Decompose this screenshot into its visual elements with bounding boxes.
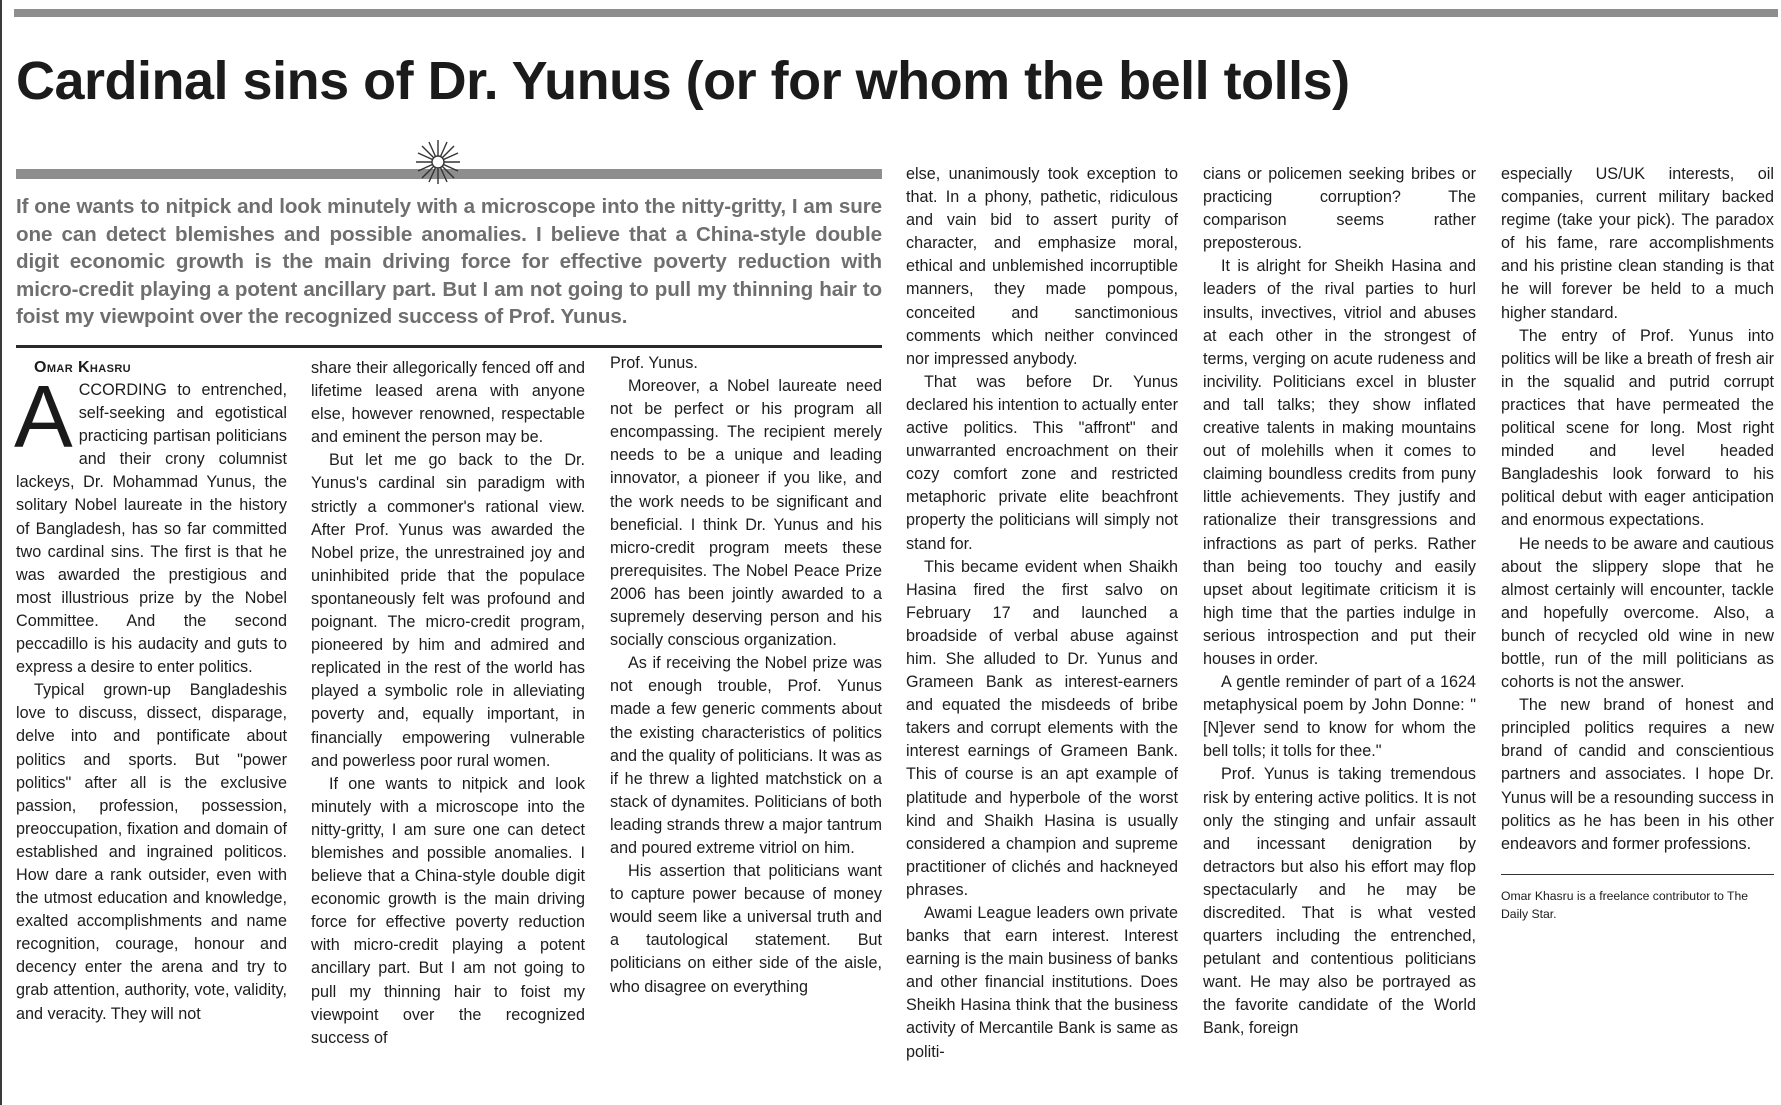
paragraph: If one wants to nitpick and look minutely with a microscope into the nitty-gritty, I am sure one can detect blemishes and possible anomalies. I believe that a China-style double digit economic growth is the main driving force for effective poverty reduction with micro-credit playing a potent ancillary part. But I am not going to pull my thinning hair to foist my viewpoint over the recognized success of [311, 774, 585, 1047]
top-gray-bar [14, 9, 1778, 17]
paragraph: Moreover, a Nobel laureate need not be perfect or his program all encompassing. The recipient merely needs to be a unique and leading innovator, a pioneer if you like, and the work needs to be significant and beneficial. I think Dr. Yunus and his micro-credit program meets these prerequisites. The Nobel Peace Prize 2006 has been jointly awarded to a supremely deserving person and his socially conscious organization. [610, 377, 882, 650]
author-bio: Omar Khasru is a freelance contributor to The Daily Star. [1501, 888, 1749, 921]
paragraph: Typical grown-up Bangladeshis love to discuss, dissect, disparage, delve into and pontificate about politics and sports. But "power politics" after all is the exclusive passion, profession, possession, preoccupation, fixation and domain of established and ingrained politicos. How dare a rank outsider, even with the utmost education and knowledge, exalted accomplishments and name recognition, courage, honour and decency enter the arena and try to grab attention, authority, vote, validity, and veracity. They will not [16, 681, 287, 1023]
intro-pull-quote: If one wants to nitpick and look minutely with a microscope into the nitty-gritty, I am sure one can detect blemishes and possible anomalies. I believe that a China-style double digit economic growth is the main driving force for effective poverty reduction with micro-credit playing a potent ancillary part. But I am not going to pull my thinning hair to foist my viewpoint over the recognized success of Prof. Yunus. [16, 195, 882, 328]
paragraph: else, unanimously took exception to that. In a phony, pathetic, ridiculous and vain bid to assert purity of character, and emphasize moral, ethical and unblemished incorruptible manners, they made pompous, conceited and sanctimonious comments which neither convinced nor impressed anybody. [906, 165, 1178, 368]
starburst-icon [414, 138, 462, 186]
article-column-3 [610, 352, 882, 999]
paragraph: That was before Dr. Yunus declared his intention to actually enter active politics. This "affront" and unwarranted encroachment on their cozy comfort zone and restricted metaphoric private elite beachfront property the politicians will simply not stand for. [906, 372, 1178, 553]
paragraph: His assertion that politicians want to capture power because of money would seem like a universal truth and a tautological statement. But politicians on either side of the aisle, who disagree on everything [610, 862, 882, 996]
byline: Omar Khasru [34, 359, 132, 376]
article-column-2 [311, 357, 585, 1050]
paragraph: The new brand of honest and principled politics requires a new brand of candid and conscientious partners and associates. I hope Dr. Yunus will be a resounding success in politics as he has been in his other endeavors and former professions. [1501, 696, 1774, 853]
paragraph: The entry of Prof. Yunus into politics will be like a breath of fresh air in the squalid and putrid corrupt practices that have permeated the political scene for long. Most right minded and level headed Bangladeshis look forward to his political debut with eager anticipation and enormous expectations. [1501, 326, 1774, 530]
article-column-5 [1203, 163, 1476, 1041]
paragraph: A gentle reminder of part of a 1624 metaphysical poem by John Donne: "[N]ever send to know for whom the bell tolls; it tolls for thee." [1203, 673, 1476, 761]
intro-rule [16, 345, 882, 348]
article-column-4 [906, 163, 1178, 1064]
paragraph: ACCORDING to entrenched, self-seeking and egotistical practicing partisan politicians and their crony columnist lackeys, Dr. Mohammad Yunus, the solitary Nobel laureate in the history of Bangladesh, has so far committed two cardinal sins. The first is that he was awarded the prestigious and most illustrious prize by the Nobel Committee. And the second peccadillo is his audacity and guts to express a desire to enter politics. [14, 367, 287, 677]
paragraph: cians or policemen seeking bribes or practicing corruption? The comparison seems rather preposterous. [1203, 165, 1476, 253]
article-column-1 [16, 357, 287, 1026]
paragraph: Prof. Yunus is taking tremendous risk by entering active politics. It is not only the stinging and unfair assault and incessant denigration by detractors but also his effort may flop spectacularly and he may be discredited. That is what vested quarters including the entrenched, petulant and contentious politicians want. He may also be portrayed as the favorite candidate of the World Bank, foreign [1203, 765, 1476, 1038]
paragraph: It is alright for Sheikh Hasina and leaders of the rival parties to hurl insults, invectives, vitriol and abuses at each other in the strongest of terms, verging on acute rudeness and incivility. Politicians excel in bluster and tall talks; they show inflated creative talents in making mountains out of molehills when it comes to claiming boundless credits from puny little achievements. They justify and rationalize their transgressions and infractions as part of perks. Rather than being too touchy and easily upset about legitimate criticism it is high time that the parties indulge in serious introspection and put their houses in order. [1203, 257, 1476, 668]
paragraph: share their allegorically fenced off and lifetime leased arena with anyone else, however renowned, respectable and eminent the person may be. [311, 359, 585, 447]
headline: Cardinal sins of Dr. Yunus (or for whom the bell tolls) [16, 51, 1350, 111]
paragraph: especially US/UK interests, oil companies, current military backed regime (take your pick). The paradox of his fame, rare accomplishments and his pristine clean standing is that he will forever be held to a much higher standard. [1501, 165, 1774, 322]
paragraph: Awami League leaders own private banks that earn interest. Interest earning is the main business of banks and other financial institutions. Does Sheikh Hasina think that the business activity of Mercantile Bank is same as politi- [906, 904, 1178, 1061]
paragraph: Prof. Yunus. [610, 354, 698, 372]
paragraph: But let me go back to the Dr. Yunus's cardinal sin paradigm with strictly a commoner's rational view. After Prof. Yunus was awarded the Nobel prize, the unrestrained joy and uninhibited pride that the populace spontaneously felt was profound and poignant. The micro-credit program, pioneered by him and admired and replicated in the rest of the world has played a symbolic role in alleviating poverty and, equally important, in financially empowering vulnerable and powerless poor rural women. [311, 451, 585, 770]
drop-cap: A [14, 367, 73, 466]
paragraph: This became evident when Shaikh Hasina fired the first salvo on February 17 and launched a broadside of verbal abuse against him. She alluded to Dr. Yunus and Grameen Bank as interest-earners and equated the misdeeds of bribe takers and corrupt elements with the interest earnings of Grameen Bank. This of course is an apt example of platitude and hyperbole of the worst kind and Shaikh Hasina is usually considered a champion and supreme practitioner of clichés and hackneyed phrases. [906, 557, 1178, 899]
left-border-rule [0, 0, 2, 1105]
bio-divider [1501, 874, 1774, 875]
article-column-6 [1501, 163, 1774, 923]
paragraph: He needs to be aware and cautious about the slippery slope that he almost certainly will encounter, tackle and hopefully overcome. Also, a bunch of recycled old wine in new bottle, run of the mill politicians as cohorts is not the answer. [1501, 534, 1774, 692]
paragraph: As if receiving the Nobel prize was not enough trouble, Prof. Yunus made a few generic comments about the existing characteristics of politics and the quality of politicians. It was as if he threw a lighted matchstick on a stack of dynamites. Politicians of both leading strands threw a major tantrum and poured extreme vitriol on him. [610, 654, 882, 857]
